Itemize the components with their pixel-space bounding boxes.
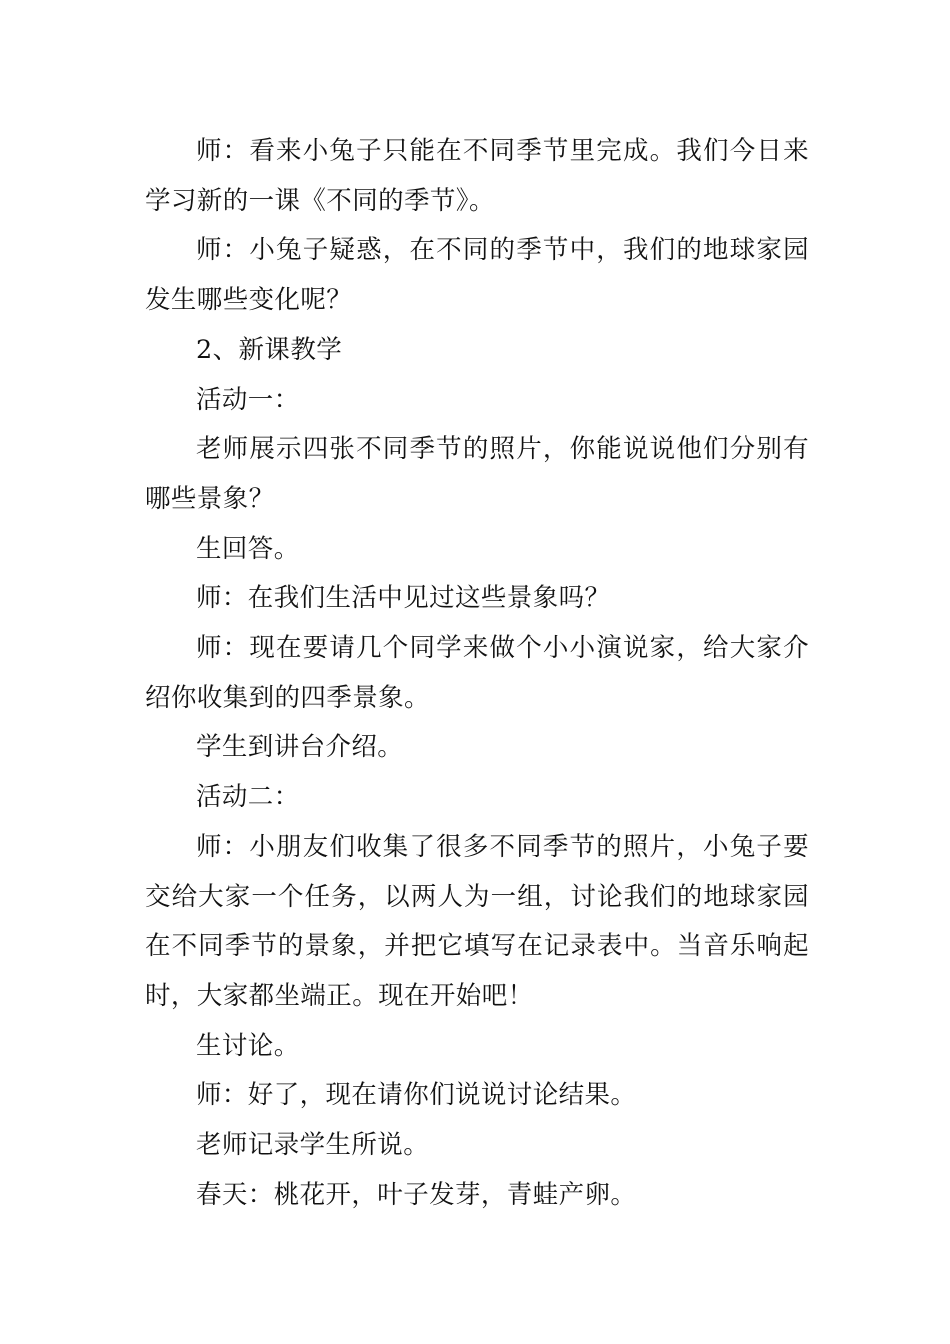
- activity-heading: 活动二：: [196, 782, 300, 813]
- paragraph: 师：看来小兔子只能在不同季节里完成。我们今日来学习新的一课《不同的季节》。: [145, 136, 809, 216]
- section-heading: 2、新课教学: [196, 334, 343, 365]
- paragraph: 老师展示四张不同季节的照片，你能说说他们分别有哪些景象？: [145, 434, 809, 514]
- paragraph: 老师记录学生所说。: [196, 1130, 430, 1161]
- paragraph: 生回答。: [196, 533, 300, 564]
- paragraph: 生讨论。: [196, 1030, 300, 1061]
- paragraph: 师：现在要请几个同学来做个小小演说家，给大家介绍你收集到的四季景象。: [145, 633, 809, 713]
- document-body: [145, 127, 809, 1220]
- activity-heading: 活动一：: [196, 384, 300, 415]
- paragraph: 春天：桃花开，叶子发芽，青蛙产卵。: [196, 1179, 637, 1210]
- paragraph: 师：小朋友们收集了很多不同季节的照片，小兔子要交给大家一个任务，以两人为一组，讨论我们的地球家园在不同季节的景象，并把它填写在记录表中。当音乐响起时，大家都坐端正。现在开始吧！: [145, 831, 809, 1011]
- paragraph: 师：在我们生活中见过这些景象吗？: [196, 583, 611, 614]
- paragraph: 学生到讲台介绍。: [196, 732, 404, 763]
- paragraph: 师：好了，现在请你们说说讨论结果。: [196, 1080, 637, 1111]
- paragraph: 师：小兔子疑惑，在不同的季节中，我们的地球家园发生哪些变化呢？: [145, 235, 809, 316]
